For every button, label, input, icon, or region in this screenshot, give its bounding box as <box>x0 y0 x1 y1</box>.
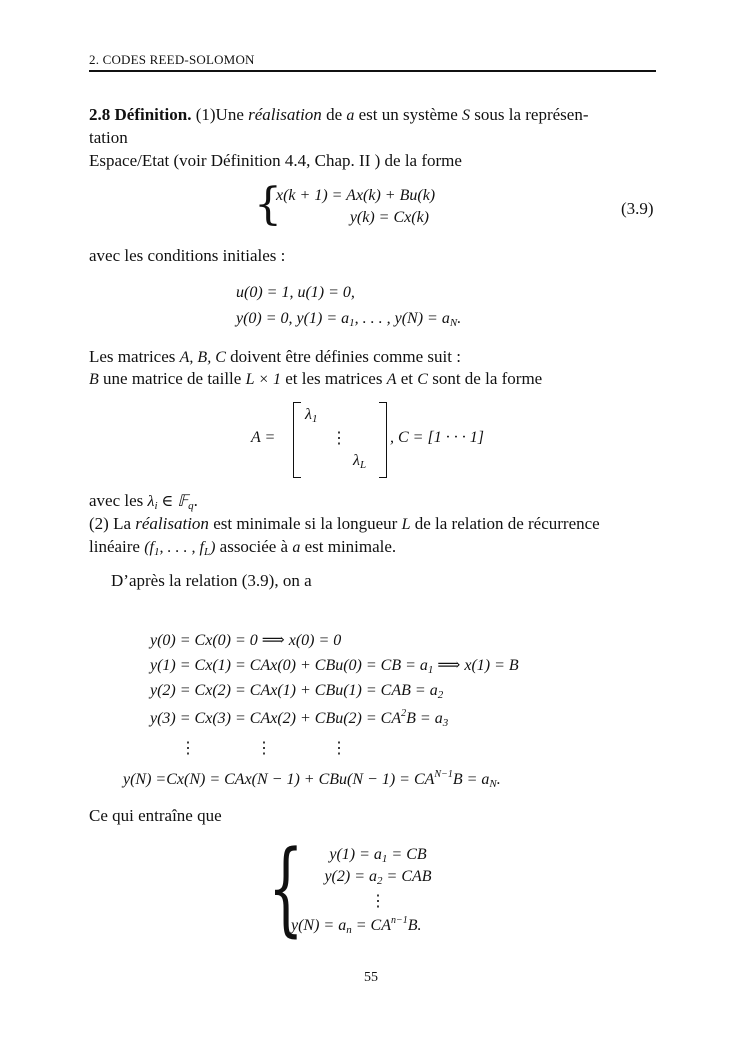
matrices-line2-b: et les matrices <box>285 369 383 388</box>
derivation-intro: D’après la relation (3.9), on a <box>111 571 312 590</box>
derivation-dots-2: ⋮ <box>256 740 272 757</box>
matrices-line1-b: doivent être définies comme suit : <box>230 347 461 366</box>
sN-b: = CA <box>355 917 391 934</box>
matrices-line-1 <box>89 346 461 369</box>
derivation-dots-3: ⋮ <box>331 740 347 757</box>
field-sub-q: q <box>188 500 194 512</box>
part2-line2-b: associée à <box>219 537 289 556</box>
s1-a: y(1) = a <box>329 846 382 863</box>
rN-sub: N <box>489 778 497 790</box>
s1-b: = CB <box>391 846 427 863</box>
system-row-2 <box>289 868 467 887</box>
rN-a: y(N) =Cx(N) = CAx(N − 1) + CBu(N − 1) = CA <box>123 771 435 788</box>
part2-b: est minimale si la longueur <box>213 514 398 533</box>
part2-line2-c: est minimale. <box>304 537 397 556</box>
matrix-right-bracket <box>379 402 387 478</box>
matrix-lambda-1 <box>305 406 317 425</box>
initial-line-1: u(0) = 1, u(1) = 0, <box>236 284 355 301</box>
r3-sup: 2 <box>401 708 407 719</box>
lambda-1-symbol: λ <box>305 406 312 423</box>
sN-sub: n <box>346 924 352 936</box>
tuple-mid: , . . . , f <box>159 539 204 556</box>
sN-a: y(N) = a <box>291 917 347 934</box>
rN-sup: N−1 <box>434 769 453 780</box>
initial-conditions-intro: avec les conditions initiales : <box>89 246 286 265</box>
r3-a: y(3) = Cx(3) = CAx(2) + CBu(2) = CA <box>150 710 402 727</box>
conclusion-intro: Ce qui entraîne que <box>89 806 222 825</box>
derivation-row-2 <box>150 682 443 701</box>
matrix-size: L × 1 <box>245 371 281 388</box>
eq39-line-1: x(k + 1) = Ax(k) + Bu(k) <box>276 187 436 204</box>
system-row-N <box>291 915 422 936</box>
recurrence-tuple <box>144 539 215 556</box>
r3-b: B = a <box>406 710 443 727</box>
lambda-line-a: avec les <box>89 491 144 510</box>
derivation-dots-1: ⋮ <box>180 740 196 757</box>
left-brace-system: { <box>268 829 304 948</box>
r1-a: y(1) = Cx(1) = CAx(0) + CBu(0) = CB = a <box>150 657 428 674</box>
initial-line2-c: . <box>457 310 462 327</box>
matrices-vars: A, B, C <box>179 349 226 366</box>
lambda-expr <box>148 493 194 510</box>
sN-c: B. <box>407 917 422 934</box>
text-de: de <box>326 105 343 124</box>
lambda-L-sub: L <box>359 459 367 471</box>
matrix-C-expression: , C = [1 · · · 1] <box>390 429 484 446</box>
initial-line-2 <box>236 310 461 329</box>
matrix-lambda-L <box>353 452 366 471</box>
system-row-dots: ⋮ <box>370 893 386 910</box>
lambda-1-sub: 1 <box>311 413 318 425</box>
s1-sub: 1 <box>381 853 388 865</box>
derivation-row-1 <box>150 655 519 676</box>
matrix-vdots: ⋮ <box>331 430 347 447</box>
var-L: L <box>401 516 411 533</box>
matrix-left-bracket <box>293 402 301 478</box>
rN-b: B = a <box>452 771 490 788</box>
lambda-symbol: λ <box>147 493 155 510</box>
part2-line-1 <box>89 513 600 536</box>
equation-label-3-9: (3.9) <box>621 199 654 218</box>
var-B: B <box>89 371 99 388</box>
definition-part1-open: (1)Une <box>195 105 244 124</box>
r2-sub: 2 <box>437 689 444 701</box>
text-est-systeme: est un système <box>358 105 458 124</box>
initial-line2-b: , . . . , y(N) = a <box>354 310 450 327</box>
text-rest-line1: sous la représen- <box>474 105 589 124</box>
matrix-A-label: A = <box>251 429 276 446</box>
definition-number: 2.8 Définition. <box>89 105 192 124</box>
var-s: S <box>462 107 471 124</box>
r1-sub: 1 <box>427 664 434 676</box>
running-header: 2. CODES REED-SOLOMON <box>89 52 255 67</box>
definition-line-3: Espace/Etat (voir Définition 4.4, Chap. II ) de la forme <box>89 151 462 170</box>
part2-a: (2) La <box>89 514 132 533</box>
definition-line-2: tation <box>89 128 128 147</box>
rN-c: . <box>496 771 501 788</box>
in-field: ∈ 𝔽 <box>161 493 189 510</box>
matrices-line-2 <box>89 368 542 391</box>
var-a: a <box>346 107 355 124</box>
matrices-line2-c: sont de la forme <box>432 369 543 388</box>
s2-sub: 2 <box>377 875 383 887</box>
s2-a: y(2) = a <box>324 868 378 885</box>
initial-line2-subN: N <box>449 317 458 329</box>
tuple-sub-1: 1 <box>154 546 160 558</box>
definition-line-1 <box>89 104 589 127</box>
initial-line2-a: y(0) = 0, y(1) = a <box>236 310 350 327</box>
eq39-line-2: y(k) = Cx(k) <box>349 209 429 226</box>
r1-b: ⟹ x(1) = B <box>437 657 519 674</box>
var-C: C <box>417 371 428 388</box>
matrices-line1-a: Les matrices <box>89 347 176 366</box>
lambda-line-c: . <box>193 491 198 510</box>
definition-term: réalisation <box>248 105 322 124</box>
derivation-row-N <box>123 769 501 790</box>
part2-line2-a: linéaire <box>89 537 140 556</box>
derivation-row-0: y(0) = Cx(0) = 0 ⟹ x(0) = 0 <box>150 632 342 649</box>
matrices-line2-a: une matrice de taille <box>103 369 242 388</box>
text-et: et <box>400 369 414 388</box>
s2-b: = CAB <box>386 868 432 885</box>
tuple-open: (f <box>144 539 154 556</box>
initial-line2-sub1: 1 <box>349 317 355 329</box>
header-rule <box>89 70 656 72</box>
lambda-sub-i: i <box>154 500 158 512</box>
system-row-1 <box>289 846 467 865</box>
page-number: 55 <box>364 970 378 985</box>
tuple-close: ) <box>210 539 216 556</box>
r2-a: y(2) = Cx(2) = CAx(1) + CBu(1) = CAB = a <box>150 682 438 699</box>
r3-sub: 3 <box>442 717 449 729</box>
tuple-sub-L: L <box>203 546 211 558</box>
sN-sup: n−1 <box>390 915 408 926</box>
derivation-row-3 <box>150 708 448 729</box>
left-brace-eq39: { <box>254 179 282 230</box>
part2-c: de la relation de récurrence <box>414 514 600 533</box>
part2-term: réalisation <box>135 514 209 533</box>
var-A: A <box>386 371 397 388</box>
lambda-L-symbol: λ <box>353 452 360 469</box>
part2-line-2 <box>89 536 396 563</box>
var-a-2: a <box>292 539 301 556</box>
